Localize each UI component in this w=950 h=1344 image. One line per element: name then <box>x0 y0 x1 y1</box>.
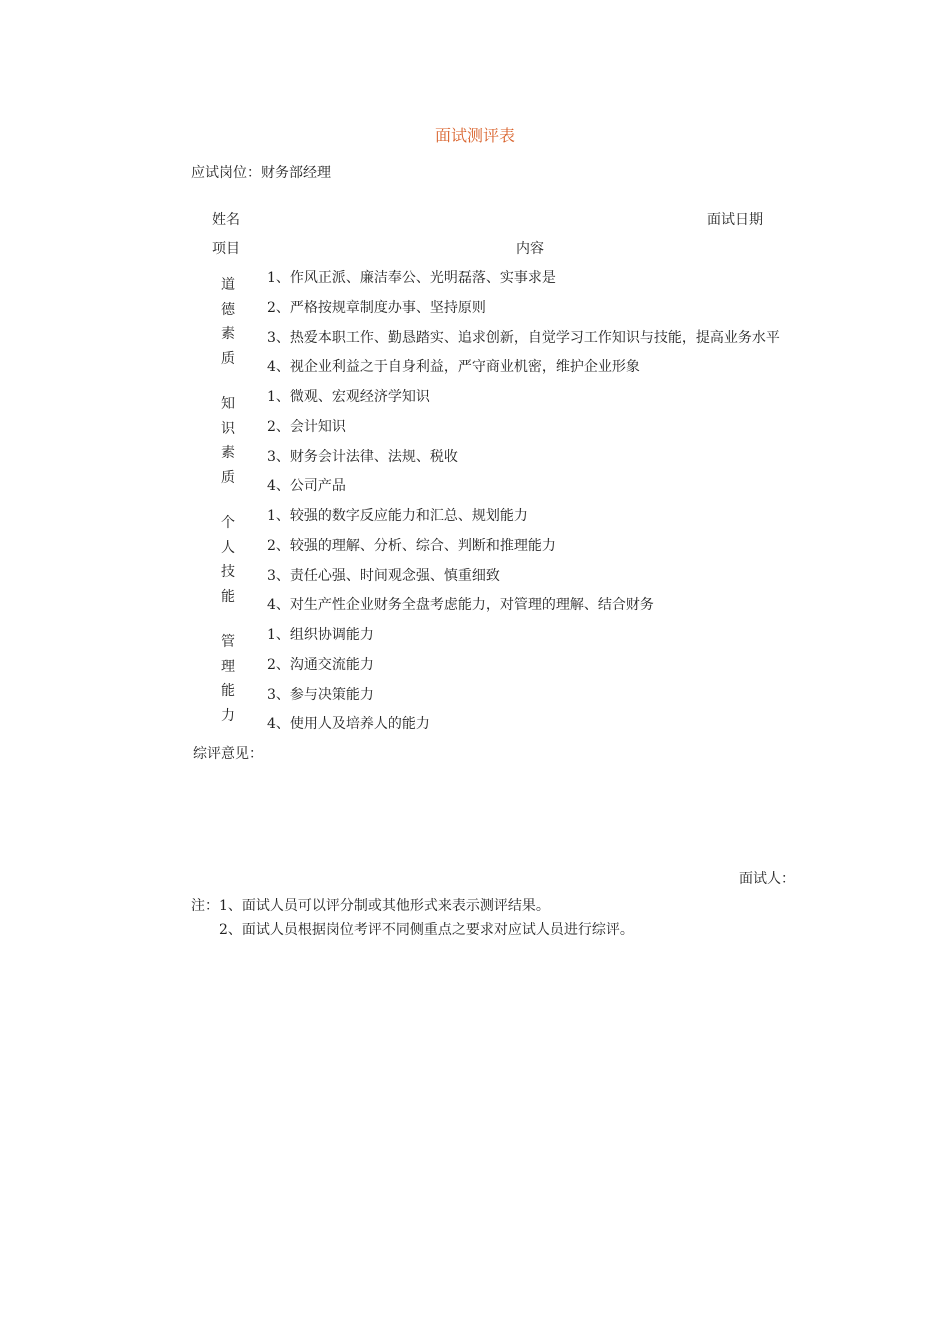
list-item: 1、较强的数字反应能力和汇总、规划能力 <box>267 508 528 524</box>
note-2: 2、面试人员根据岗位考评不同侧重点之要求对应试人员进行综评。 <box>219 922 634 938</box>
summary-opinion-label: 综评意见： <box>193 746 263 762</box>
note-1: 注：1、面试人员可以评分制或其他形式来表示测评结果。 <box>191 898 550 914</box>
list-item: 3、责任心强、时间观念强、慎重细致 <box>267 568 500 584</box>
list-item: 4、使用人及培养人的能力 <box>267 716 430 732</box>
list-item: 4、对生产性企业财务全盘考虑能力，对管理的理解、结合财务 <box>267 597 654 613</box>
list-item: 2、较强的理解、分析、综合、判断和推理能力 <box>267 538 556 554</box>
list-item: 3、财务会计法律、法规、税收 <box>267 449 458 465</box>
list-item: 1、组织协调能力 <box>267 627 374 643</box>
list-item: 2、会计知识 <box>267 419 346 435</box>
position-line: 应试岗位：财务部经理 <box>191 165 331 181</box>
page-title: 面试测评表 <box>434 126 515 145</box>
section-label: 知识素质 <box>221 396 235 486</box>
name-label: 姓名 <box>212 212 240 228</box>
section-label: 道德素质 <box>221 277 235 367</box>
list-item: 3、参与决策能力 <box>267 687 374 703</box>
list-item: 2、严格按规章制度办事、坚持原则 <box>267 300 486 316</box>
list-item: 1、微观、宏观经济学知识 <box>267 389 430 405</box>
list-item: 2、沟通交流能力 <box>267 657 374 673</box>
list-item: 4、视企业利益之于自身利益，严守商业机密，维护企业形象 <box>267 359 640 375</box>
list-item: 4、公司产品 <box>267 478 346 494</box>
list-item: 3、热爱本职工作、勤恳踏实、追求创新，自觉学习工作知识与技能，提高业务水平 <box>267 330 780 346</box>
list-item: 1、作风正派、廉洁奉公、光明磊落、实事求是 <box>267 270 556 286</box>
interview-date-label: 面试日期 <box>707 212 763 228</box>
section-label: 管理能力 <box>221 634 235 724</box>
content-column-header: 内容 <box>516 241 544 257</box>
item-column-header: 项目 <box>212 241 240 257</box>
section-label: 个人技能 <box>221 515 235 605</box>
interviewer-label: 面试人： <box>739 871 795 887</box>
